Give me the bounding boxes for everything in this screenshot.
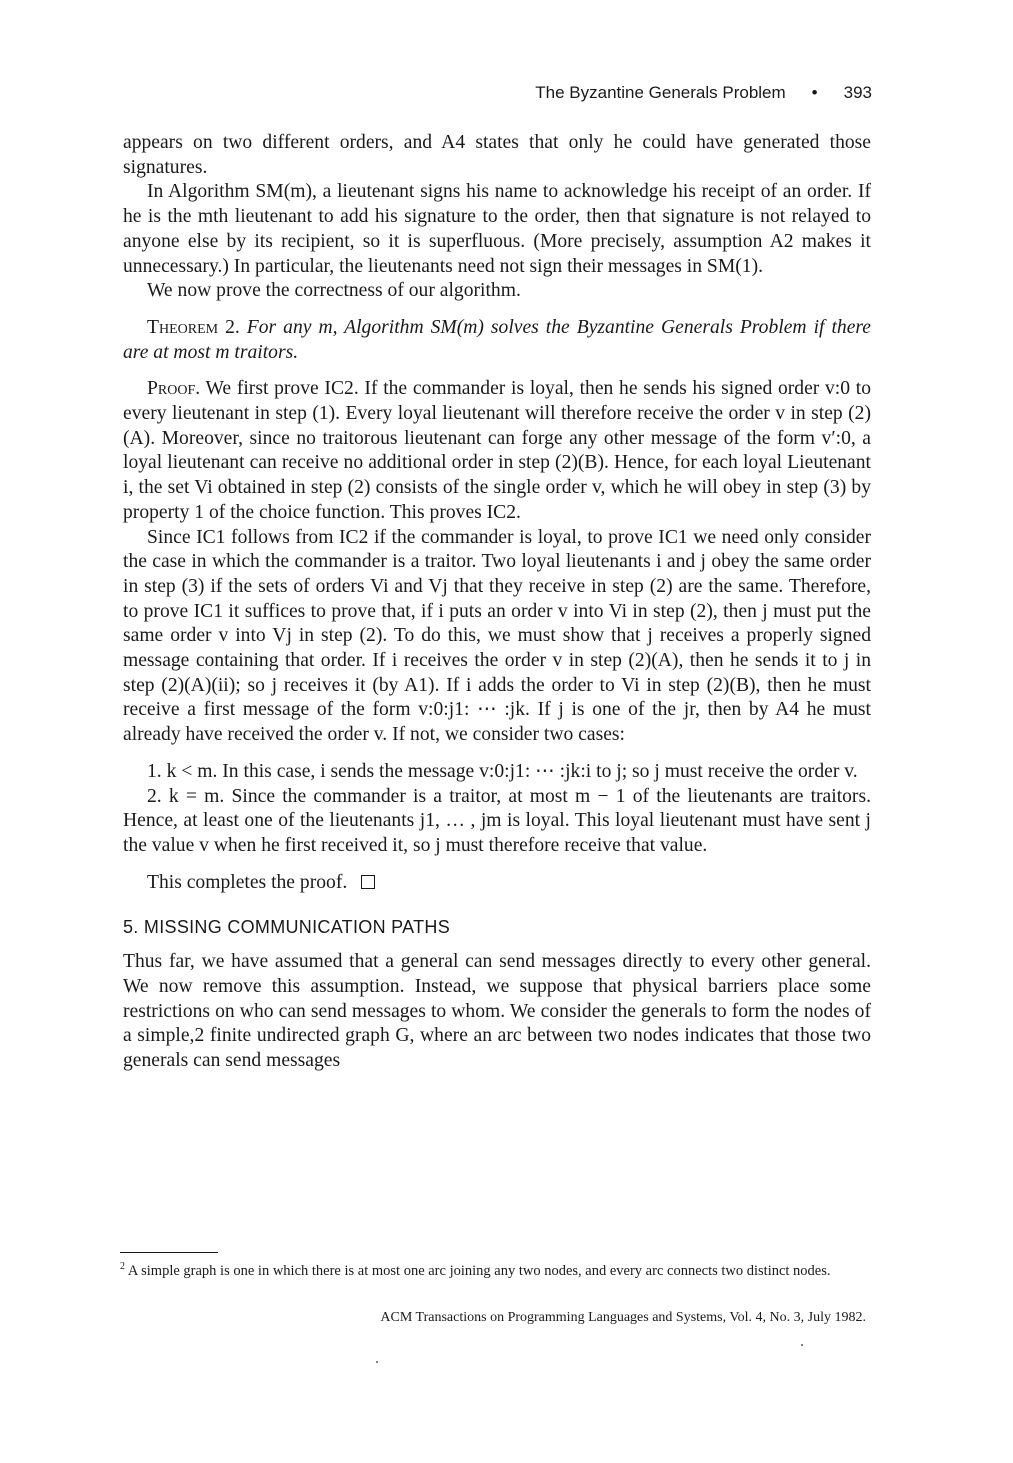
proof-text-1: We first prove IC2. If the commander is loyal, then he sends his signed order v:0 to every lieutenant in step (1). Every loyal lieutenant will therefore receive the order v in step (2)(A). Moreover, since no traitorous lieutenant can forge any other message of the form v′:0, a loyal lieutenant can receive no additional order in step (2)(B). Hence, for each loyal Lieutenant i, the set Vi obtained in step (2) consists of the single order v, which he will obey in step (3) by property 1 of the choice function. This proves IC2. — [123, 378, 871, 523]
section-heading: 5. MISSING COMMUNICATION PATHS — [123, 917, 451, 938]
proof-paragraph-2: Since IC1 follows from IC2 if the commander is loyal, to prove IC1 we need only consider the case in which the commander is a traitor. Two loyal lieutenants i and j obey the same order in step (3) if the sets of orders Vi and Vj that they receive in step (2) are the same. Therefore, to prove IC1 it suffices to prove that, if i puts an order v into Vi in step (2), then j must put the same order v into Vj in step (2). To do this, we must show that j receives a properly signed message containing that order. If i receives the order v in step (2)(A), then he sends it to j in step (2)(A)(ii); so j receives it (by A1). If i adds the order to Vi in step (2)(B), then he must receive a first message of the form v:0:j1: ⋯ :jk. If j is one of the jr, then by A4 he must already have received the order v. If not, we consider two cases: — [123, 526, 871, 746]
paragraph-continued: appears on two different orders, and A4 states that only he could have generated those signatures. — [123, 132, 871, 178]
qed-square-icon — [361, 875, 375, 889]
footnote-marker: 2 — [120, 1261, 125, 1273]
case-1: 1. k < m. In this case, i sends the message v:0:j1: ⋯ :jk:i to j; so j must receive the order v. — [147, 760, 858, 782]
footnote-rule — [120, 1252, 218, 1253]
proof-conclusion — [123, 871, 871, 896]
conclusion-text: This completes the proof. — [147, 871, 348, 893]
proof-label: Proof. — [147, 378, 201, 400]
running-title: The Byzantine Generals Problem — [535, 83, 786, 102]
paragraph-signatures: In Algorithm SM(m), a lieutenant signs his name to acknowledge his receipt of an order. If he is the mth lieutenant to add his signature to the order, then that signature is not relayed to anyone else by its recipient, so it is superfluous. (More precisely, assumption A2 makes it unnecessary.) In particular, the lieutenants need not sign their messages in SM(1). — [123, 181, 871, 277]
speck-mark — [801, 1344, 803, 1346]
page-number: 393 — [843, 83, 872, 102]
journal-footer: ACM Transactions on Programming Languages and Systems, Vol. 4, No. 3, July 1982. — [380, 1310, 866, 1325]
paragraph-prove-intro: We now prove the correctness of our algorithm. — [147, 280, 521, 302]
body-text — [123, 131, 871, 1074]
section-paragraph: Thus far, we have assumed that a general can send messages directly to every other general. We now remove this assumption. Instead, we suppose that physical barriers place some restrictions on who can send messages to whom. We consider the generals to form the nodes of a simple,2 finite undirected graph G, where an arc between two nodes indicates that those two generals can send messages — [123, 951, 871, 1071]
proof-paragraph-1 — [123, 377, 871, 525]
header-separator: • — [811, 83, 818, 102]
theorem-2 — [123, 316, 871, 365]
case-2: 2. k = m. Since the commander is a traitor, at most m − 1 of the lieutenants are traitors. Hence, at least one of the lieutenants j1, … , jm is loyal. This loyal lieutenant must have sent j the value v when he first received it, so j must therefore receive that value. — [123, 785, 871, 856]
theorem-label: Theorem 2. — [147, 316, 240, 338]
speck-mark — [376, 1361, 378, 1363]
footnote — [120, 1262, 872, 1280]
running-header — [120, 80, 872, 106]
footnote-text: A simple graph is one in which there is at most one arc joining any two nodes, and every arc connects two distinct nodes. — [127, 1263, 831, 1279]
theorem-statement: For any m, Algorithm SM(m) solves the Byzantine Generals Problem if there are at most m traitors. — [123, 316, 871, 363]
